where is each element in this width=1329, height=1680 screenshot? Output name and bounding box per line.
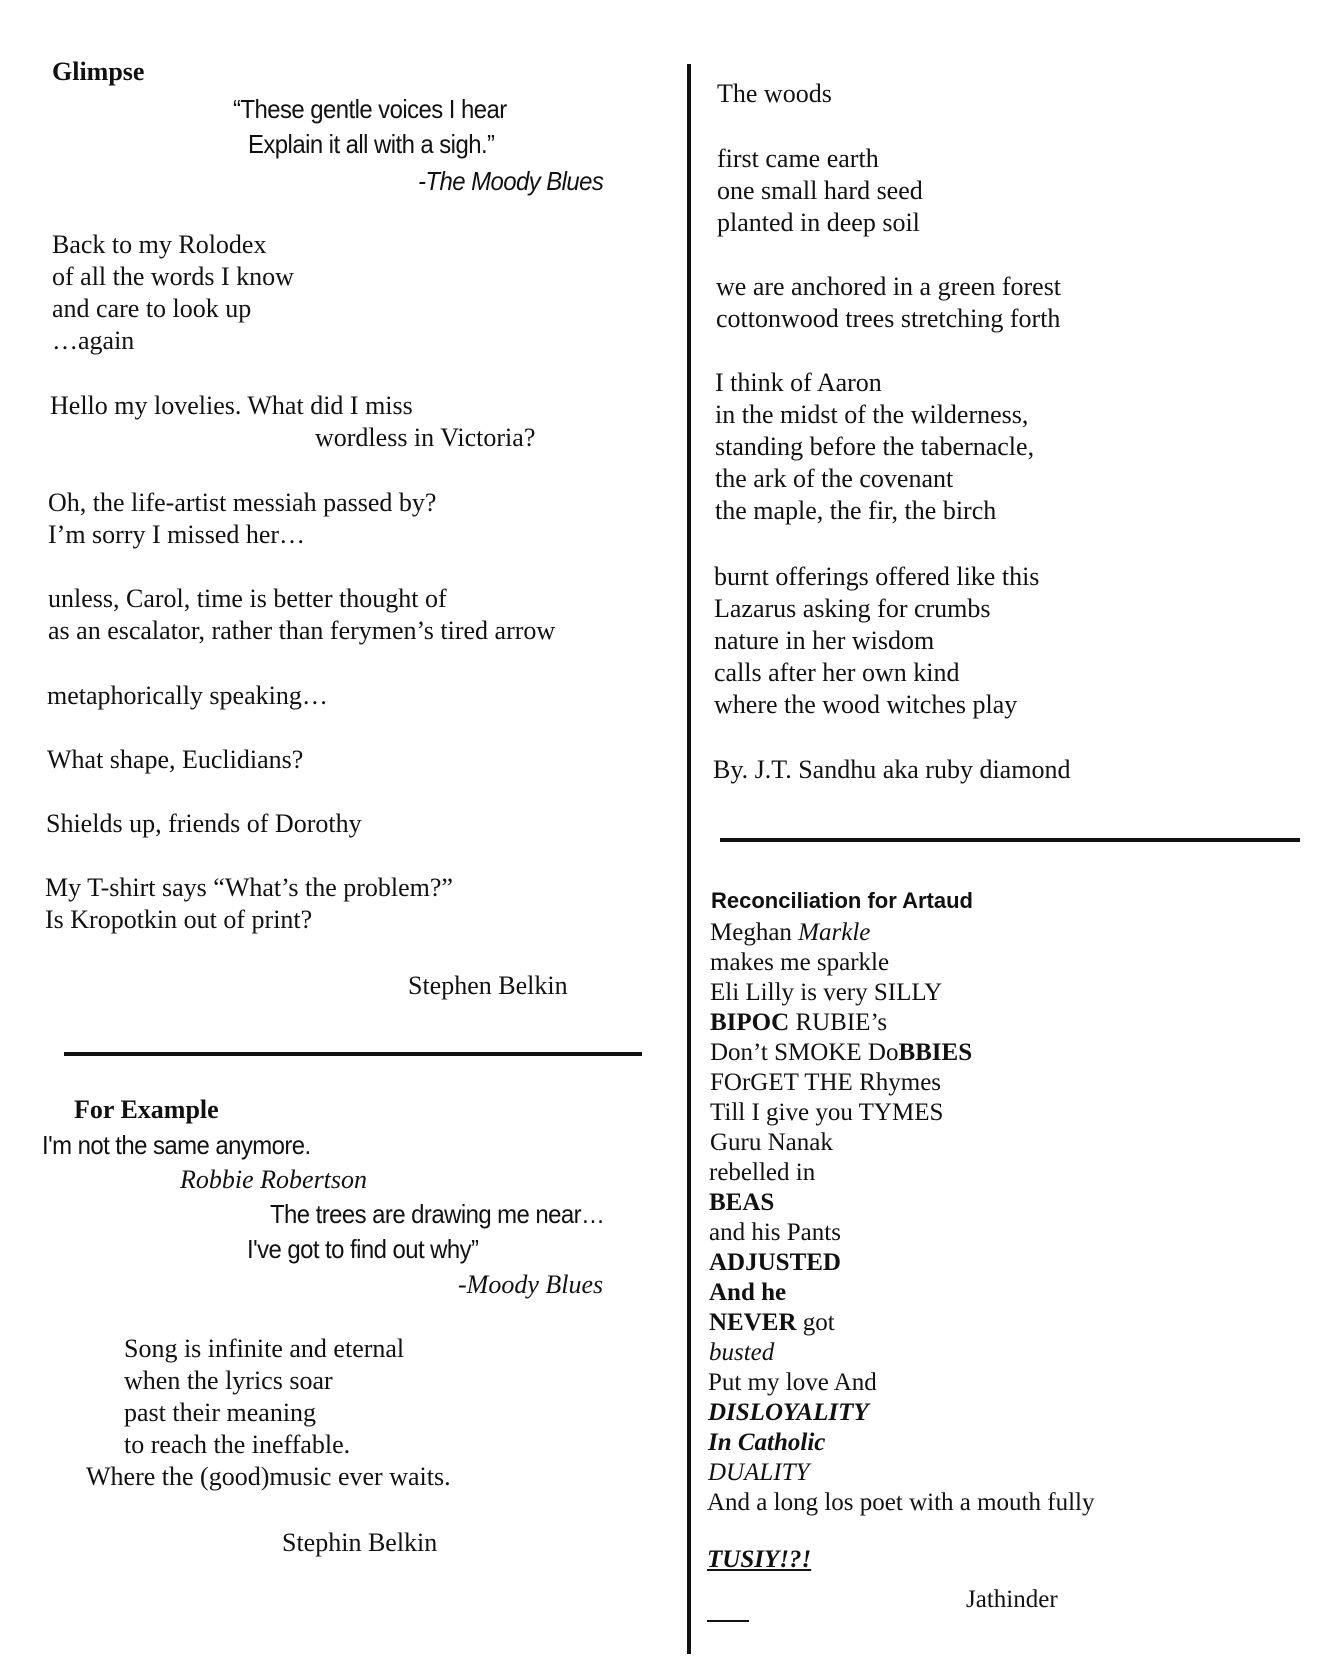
poem-line: DUALITY: [708, 1459, 810, 1486]
poem-line: I’m sorry I missed her…: [48, 520, 306, 549]
poem-line: makes me sparkle: [710, 949, 890, 976]
poem-line: [710, 918, 870, 948]
for-example-author: Stephin Belkin: [282, 1528, 438, 1557]
line-text: got: [796, 1309, 835, 1336]
woods-title: The woods: [717, 79, 832, 108]
poem-line: calls after her own kind: [714, 658, 960, 687]
poem-line: ADJUSTED: [709, 1249, 841, 1276]
poem-line: TUSIY!?!: [707, 1546, 812, 1573]
closing-dash: [707, 1620, 749, 1622]
glimpse-author: Stephen Belkin: [408, 971, 568, 1000]
poem-line: as an escalator, rather than ferymen’s tired arrow: [48, 616, 556, 645]
for-example-quote1: I'm not the same anymore.: [42, 1130, 311, 1160]
poem-line: and his Pants: [709, 1219, 841, 1246]
poem-line: What shape, Euclidians?: [47, 745, 304, 774]
poem-line: busted: [709, 1339, 775, 1366]
line-text: Meghan: [710, 919, 799, 946]
poem-line: Oh, the life-artist messiah passed by?: [48, 488, 437, 517]
poem-line: DISLOYALITY: [708, 1399, 869, 1426]
poem-line: BEAS: [709, 1189, 775, 1216]
poem-line: Lazarus asking for crumbs: [714, 594, 991, 623]
poem-line: [710, 1008, 887, 1038]
poem-line: Till I give you TYMES: [710, 1099, 944, 1126]
for-example-quote2-line-1: The trees are drawing me near…: [270, 1199, 605, 1229]
glimpse-epigraph-line-2: Explain it all with a sigh.”: [248, 129, 495, 159]
poem-line: we are anchored in a green forest: [716, 272, 1062, 301]
line-text-italic: Markle: [798, 919, 871, 946]
poem-line: …again: [52, 326, 135, 355]
poem-line: rebelled in: [709, 1159, 816, 1186]
for-example-quote1-source: Robbie Robertson: [180, 1165, 368, 1194]
line-text-bold: BIPOC: [710, 1009, 790, 1036]
poem-line: Is Kropotkin out of print?: [45, 905, 313, 934]
for-example-title: For Example: [74, 1095, 219, 1124]
poem-line: And a long los poet with a mouth fully: [707, 1489, 1095, 1516]
poem-line: burnt offerings offered like this: [714, 562, 1040, 591]
poem-line: past their meaning: [124, 1398, 317, 1427]
section-divider-right: [720, 838, 1300, 842]
poem-line: Where the (good)music ever waits.: [86, 1462, 451, 1491]
poem-line: in the midst of the wilderness,: [715, 400, 1029, 429]
poem-line: Shields up, friends of Dorothy: [46, 809, 362, 838]
glimpse-title: Glimpse: [52, 57, 145, 86]
poem-line: Back to my Rolodex: [52, 230, 267, 259]
poem-line: metaphorically speaking…: [47, 681, 328, 710]
line-text-bold: BBIES: [898, 1039, 973, 1066]
woods-author: By. J.T. Sandhu aka ruby diamond: [713, 755, 1071, 784]
poem-line: first came earth: [717, 144, 879, 173]
line-text: Don’t SMOKE Do: [710, 1039, 899, 1066]
poem-line: FOrGET THE Rhymes: [710, 1069, 942, 1096]
poem-line: wordless in Victoria?: [315, 423, 536, 452]
section-divider-left: [64, 1052, 642, 1056]
for-example-quote2-line-2: I've got to find out why”: [247, 1234, 479, 1264]
poem-line: unless, Carol, time is better thought of: [48, 584, 447, 613]
poem-line: of all the words I know: [52, 262, 294, 291]
reconciliation-author: Jathinder: [966, 1586, 1058, 1613]
poem-line: standing before the tabernacle,: [715, 432, 1035, 461]
glimpse-epigraph-source: -The Moody Blues: [418, 166, 604, 196]
poem-line: I think of Aaron: [715, 368, 882, 397]
poem-line: Put my love And: [708, 1369, 877, 1396]
poem-line: one small hard seed: [717, 176, 923, 205]
poem-line: cottonwood trees stretching forth: [716, 304, 1061, 333]
poem-line: In Catholic: [708, 1429, 826, 1456]
line-text: RUBIE’s: [789, 1009, 888, 1036]
poem-line: My T-shirt says “What’s the problem?”: [45, 873, 453, 902]
poem-line: Eli Lilly is very SILLY: [710, 979, 943, 1006]
poem-line: the ark of the covenant: [715, 464, 954, 493]
for-example-quote2-source: -Moody Blues: [458, 1270, 604, 1299]
poem-line: Song is infinite and eternal: [124, 1334, 405, 1363]
poem-line: planted in deep soil: [717, 208, 920, 237]
poem-line: Guru Nanak: [710, 1129, 833, 1156]
poem-line: the maple, the fir, the birch: [715, 496, 997, 525]
poem-line: [710, 1038, 972, 1068]
reconciliation-title: Reconciliation for Artaud: [711, 888, 973, 913]
column-divider: [687, 64, 691, 1654]
poem-line: Hello my lovelies. What did I miss: [50, 391, 413, 420]
poem-line: And he: [709, 1279, 787, 1306]
poem-line: [709, 1308, 835, 1338]
poem-line: when the lyrics soar: [124, 1366, 333, 1395]
poem-line: where the wood witches play: [714, 690, 1018, 719]
poem-line: and care to look up: [52, 294, 252, 323]
poem-line: to reach the ineffable.: [124, 1430, 351, 1459]
glimpse-epigraph-line-1: “These gentle voices I hear: [233, 94, 507, 124]
line-text-bold: NEVER: [709, 1309, 797, 1336]
poem-line: nature in her wisdom: [714, 626, 935, 655]
